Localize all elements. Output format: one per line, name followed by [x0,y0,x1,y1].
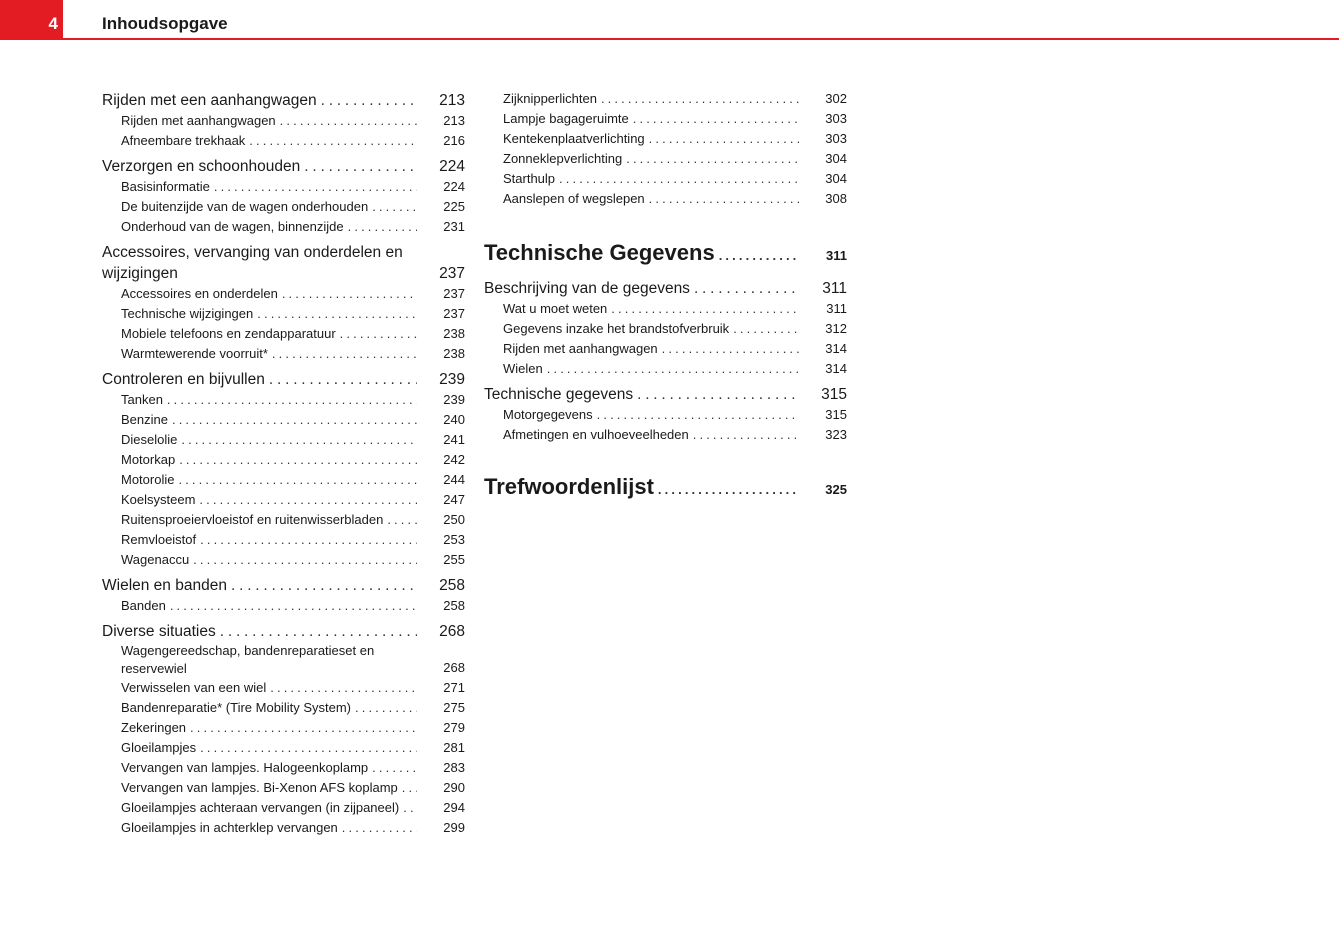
toc-page-number: 268 [439,623,465,640]
toc-entry-label: Wagengereedschap, bandenreparatieset en reservewiel [121,643,375,676]
toc-entry-label: Warmtewerende voorruit* [121,346,268,361]
toc-column-left [102,90,465,838]
toc-entry-label: Banden [121,598,166,613]
toc-page-number: 281 [443,740,465,755]
dot-leader [372,197,417,217]
dot-leader [719,242,799,270]
toc-subentry[interactable] [102,390,465,410]
toc-page-number: 213 [443,113,465,128]
toc-entry-label: Gegevens inzake het brandstofverbruik [503,321,730,336]
page-title: Inhoudsopgave [102,14,228,33]
toc-page-number: 279 [443,720,465,735]
toc-entry-label: Tanken [121,392,163,407]
toc-page-number: 299 [443,820,465,835]
dot-leader [372,758,417,778]
toc-page-number: 258 [439,577,465,594]
toc-column-right [484,89,847,504]
toc-entry-label: Accessoires en onderdelen [121,286,278,301]
toc-subentry[interactable] [102,304,465,324]
toc-entry-label: Gloeilampjes [121,740,197,755]
toc-page-number: 231 [443,219,465,234]
toc-entry-label: Wielen [503,361,543,376]
toc-page-number: 314 [825,361,847,376]
toc-page-number: 224 [439,158,465,175]
toc-entry-label: Zonneklepverlichting [503,151,623,166]
toc-subentry[interactable] [484,169,847,189]
toc-subentry[interactable] [102,550,465,570]
toc-subentry[interactable] [102,131,465,151]
toc-subentry[interactable] [102,818,465,838]
toc-subentry[interactable] [484,299,847,319]
toc-subentry[interactable] [102,284,465,304]
toc-entry-label: Diverse situaties [102,623,216,640]
toc-entry-label: Benzine [121,412,168,427]
dot-leader [662,339,799,359]
dot-leader [694,278,799,299]
toc-subentry[interactable] [102,738,465,758]
dot-leader [342,818,417,838]
dot-leader [402,778,417,798]
toc-chapter[interactable] [102,90,465,111]
toc-page-number: 224 [443,179,465,194]
toc-subentry[interactable] [484,425,847,445]
toc-entry-label: Vervangen van lampjes. Halogeenkoplamp [121,760,369,775]
dot-leader [179,450,417,470]
dot-leader [559,169,799,189]
toc-page-number: 311 [826,301,847,316]
toc-entry-label: Wielen en banden [102,577,227,594]
toc-entry-label: Verwisselen van een wiel [121,680,267,695]
dot-leader [597,405,799,425]
toc-chapter[interactable] [484,278,847,299]
toc-entry-label: Controleren en bijvullen [102,371,265,388]
toc-page-number: 238 [443,346,465,361]
toc-subentry[interactable] [102,410,465,430]
toc-subentry[interactable] [102,798,465,818]
dot-leader [693,425,799,445]
toc-subentry[interactable] [102,778,465,798]
toc-subentry[interactable] [484,405,847,425]
dot-leader [637,384,799,405]
dot-leader [649,189,799,209]
toc-subentry[interactable] [102,642,465,678]
toc-subentry[interactable] [102,470,465,490]
toc-entry-label: Kentekenplaatverlichting [503,131,645,146]
toc-entry-label: Zekeringen [121,720,187,735]
toc-subentry[interactable] [102,450,465,470]
dot-leader [304,156,417,177]
toc-entry-label: Wat u moet weten [503,301,608,316]
toc-entry-label: Motorgegevens [503,407,593,422]
toc-page-number: 311 [826,248,847,263]
toc-page-number: 325 [825,482,847,497]
toc-page-number: 258 [443,598,465,613]
dot-leader [200,530,417,550]
dot-leader [355,698,417,718]
toc-subentry[interactable] [102,344,465,364]
toc-entry-label: Koelsysteem [121,492,196,507]
dot-leader [270,678,417,698]
toc-page-number: 315 [825,407,847,422]
toc-page-number: 239 [443,392,465,407]
dot-leader [547,359,799,379]
toc-page-number: 304 [825,151,847,166]
toc-subentry[interactable] [102,430,465,450]
toc-chapter[interactable] [102,156,465,177]
toc-entry-label: Rijden met aanhangwagen [503,341,658,356]
toc-chapter[interactable] [102,575,465,596]
toc-page-number: 312 [825,321,847,336]
toc-entry-label: Trefwoordenlijst [484,474,654,499]
toc-page-number: 242 [443,452,465,467]
toc-subentry[interactable] [484,359,847,379]
toc-page-number: 253 [443,532,465,547]
toc-chapter[interactable] [102,242,465,284]
toc-page-number: 303 [825,131,847,146]
dot-leader [321,90,417,111]
toc-chapter[interactable] [484,384,847,405]
toc-page-number: 268 [443,660,465,675]
toc-entry-label: Technische wijzigingen [121,306,254,321]
dot-leader [272,344,417,364]
toc-entry-label: Ruitensproeiervloeistof en ruitenwisserbladen [121,512,384,527]
toc-entry-label: Starthulp [503,171,556,186]
dot-leader [214,177,417,197]
dot-leader [172,410,417,430]
toc-subentry[interactable] [484,319,847,339]
dot-leader [199,490,417,510]
toc-entry-label: Remvloeistof [121,532,197,547]
toc-entry-label: Motorolie [121,472,175,487]
toc-subentry[interactable] [102,217,465,237]
toc-subentry[interactable] [102,324,465,344]
toc-entry-label: Rijden met aanhangwagen [121,113,276,128]
toc-page-number: 240 [443,412,465,427]
dot-leader [280,111,417,131]
dot-leader [658,476,799,504]
dot-leader [269,369,417,390]
toc-subentry[interactable] [484,149,847,169]
toc-entry-label: Gloeilampjes in achterklep vervangen [121,820,338,835]
toc-chapter[interactable] [102,621,465,642]
toc-page-number: 238 [443,326,465,341]
dot-leader [340,324,417,344]
toc-subentry[interactable] [102,718,465,738]
toc-page-number: 225 [443,199,465,214]
toc-page-number: 237 [439,265,465,282]
toc-entry-label: Motorkap [121,452,176,467]
dot-leader [387,510,417,530]
toc-subentry[interactable] [484,339,847,359]
toc-page-number: 304 [825,171,847,186]
toc-entry-label: Gloeilampjes achteraan vervangen (in zijpaneel) [121,800,400,815]
page-number: 4 [48,14,58,33]
dot-leader [220,621,417,642]
dot-leader [200,738,417,758]
toc-entry-label: Basisinformatie [121,179,210,194]
toc-subentry[interactable] [102,758,465,778]
toc-page-number: 290 [443,780,465,795]
dot-leader [170,596,417,616]
toc-page-number: 216 [443,133,465,148]
toc-page-number: 302 [825,91,847,106]
toc-page-number: 303 [825,111,847,126]
dot-leader [626,149,799,169]
toc-entry-label: Technische Gegevens [484,240,715,265]
dot-leader [649,129,799,149]
toc-entry-label: Technische gegevens [484,386,634,403]
toc-subentry[interactable] [484,189,847,209]
toc-entry-label: Accessoires, vervanging van onderdelen en wijzigingen [102,244,403,282]
toc-subentry[interactable] [102,111,465,131]
toc-page-number: 237 [443,306,465,321]
toc-page-number: 241 [443,432,465,447]
toc-entry-label: Wagenaccu [121,552,190,567]
toc-subentry[interactable] [484,89,847,109]
toc-entry-label: Onderhoud van de wagen, binnenzijde [121,219,344,234]
dot-leader [257,304,417,324]
toc-part-heading[interactable] [484,473,847,504]
dot-leader [348,217,417,237]
dot-leader [633,109,799,129]
dot-leader [601,89,799,109]
dot-leader [231,575,417,596]
toc-entry-label: Afmetingen en vulhoeveelheden [503,427,689,442]
toc-subentry[interactable] [102,490,465,510]
toc-page-number: 283 [443,760,465,775]
dot-leader [733,319,799,339]
dot-leader [167,390,417,410]
toc-entry-label: Beschrijving van de gegevens [484,280,690,297]
toc-page-number: 275 [443,700,465,715]
dot-leader [178,470,417,490]
dot-leader [193,550,417,570]
dot-leader [181,430,417,450]
toc-entry-label: Aanslepen of wegslepen [503,191,645,206]
toc-page-number: 255 [443,552,465,567]
toc-subentry[interactable] [102,678,465,698]
toc-subentry[interactable] [484,109,847,129]
dot-leader [190,718,417,738]
dot-leader [249,131,417,151]
dot-leader [282,284,417,304]
toc-page-number: 308 [825,191,847,206]
toc-entry-label: Dieselolie [121,432,178,447]
toc-page-number: 250 [443,512,465,527]
toc-page-number: 315 [821,386,847,403]
toc-entry-label: Vervangen van lampjes. Bi-Xenon AFS koplamp [121,780,398,795]
toc-entry-label: Bandenreparatie* (Tire Mobility System) [121,700,351,715]
toc-page-number: 213 [439,92,465,109]
toc-entry-label: Mobiele telefoons en zendapparatuur [121,326,336,341]
toc-page-number: 237 [443,286,465,301]
toc-subentry[interactable] [102,197,465,217]
toc-page-number: 294 [443,800,465,815]
toc-entry-label: Rijden met een aanhangwagen [102,92,317,109]
toc-entry-label: Lampje bagageruimte [503,111,629,126]
toc-page-number: 247 [443,492,465,507]
dot-leader [403,798,417,818]
header-rule [63,38,1339,40]
toc-chapter[interactable] [102,369,465,390]
toc-subentry[interactable] [102,596,465,616]
toc-page-number: 271 [443,680,465,695]
toc-subentry[interactable] [102,698,465,718]
toc-part-heading[interactable] [484,239,847,270]
toc-subentry[interactable] [102,510,465,530]
toc-page-number: 244 [443,472,465,487]
toc-entry-label: Zijknipperlichten [503,91,597,106]
toc-page-number: 239 [439,371,465,388]
toc-page-number: 314 [825,341,847,356]
toc-subentry[interactable] [102,530,465,550]
toc-subentry[interactable] [102,177,465,197]
dot-leader [611,299,799,319]
toc-subentry[interactable] [484,129,847,149]
toc-page-number: 323 [825,427,847,442]
toc-entry-label: Verzorgen en schoonhouden [102,158,301,175]
toc-page-number: 311 [822,280,847,297]
toc-entry-label: Afneembare trekhaak [121,133,246,148]
toc-entry-label: De buitenzijde van de wagen onderhouden [121,199,369,214]
